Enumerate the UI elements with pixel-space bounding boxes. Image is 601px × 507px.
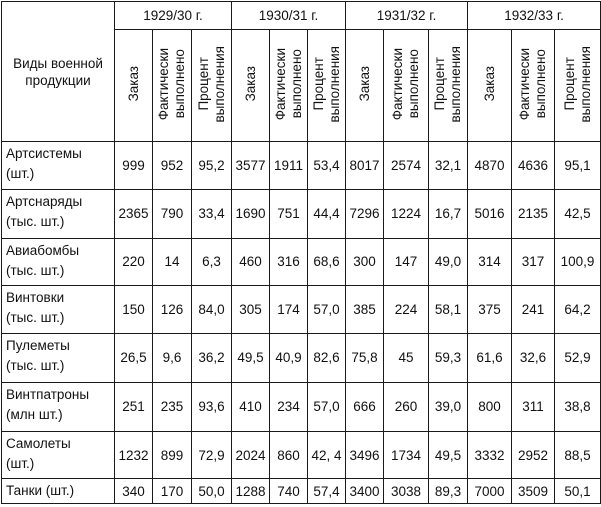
value-cell: 82,6 [308,334,346,382]
row-label-cell [2,142,115,190]
value-cell: 460 [232,238,270,285]
value-cell: 9,6 [153,334,192,382]
value-cell: 260 [384,382,429,431]
subheader-actual: Фактически выполнено [517,47,549,121]
value-cell: 1911 [270,142,308,190]
value-cell: 44,4 [308,190,346,238]
value-cell: 305 [232,285,270,333]
subheader-percent: Процент выполнения [310,45,342,123]
table-row [2,190,601,238]
row-label-cell [2,479,115,504]
subheader-order: Заказ [125,66,141,102]
row-label: Артснаряды (тыс. шт.) [6,194,83,230]
value-cell: 314 [468,238,512,285]
value-cell: 26,5 [115,334,153,382]
row-label-cell [2,431,115,478]
row-label: Винтпатроны (млн шт.) [6,386,90,422]
value-cell: 1690 [232,190,270,238]
value-cell: 49,0 [429,238,468,285]
value-cell: 40,9 [270,334,308,382]
year-header-row [2,2,601,30]
value-cell: 241 [512,285,555,333]
value-cell: 410 [232,382,270,431]
row-label-cell [2,238,115,285]
value-cell: 150 [115,285,153,333]
value-cell: 3509 [512,479,555,504]
value-cell: 36,2 [192,334,232,382]
subheader-cell [308,30,346,142]
value-cell: 52,9 [555,334,601,382]
value-cell: 14 [153,238,192,285]
value-cell: 59,3 [429,334,468,382]
value-cell: 899 [153,431,192,478]
value-cell: 72,9 [192,431,232,478]
row-label: Винтовки (тыс. шт.) [6,289,65,325]
value-cell: 2574 [384,142,429,190]
table-row [2,238,601,285]
table-row [2,334,601,382]
value-cell: 385 [346,285,384,333]
value-cell: 32,6 [512,334,555,382]
value-cell: 952 [153,142,192,190]
value-cell: 2365 [115,190,153,238]
value-cell: 234 [270,382,308,431]
year-header: 1930/31 г. [232,2,346,30]
value-cell: 32,1 [429,142,468,190]
subheader-percent: Процент выполнения [195,45,227,123]
value-cell: 666 [346,382,384,431]
value-cell: 7000 [468,479,512,504]
subheader-cell [429,30,468,142]
corner-label: Виды военной продукции [13,55,103,88]
value-cell: 53,4 [308,142,346,190]
value-cell: 4636 [512,142,555,190]
row-label-cell [2,334,115,382]
value-cell: 224 [384,285,429,333]
subheader-order: Заказ [356,66,372,102]
row-label: Танки (шт.) [6,483,75,499]
value-cell: 42,5 [555,190,601,238]
year-header: 1931/32 г. [346,2,468,30]
table-row [2,285,601,333]
subheader-cell [192,30,232,142]
value-cell: 45 [384,334,429,382]
table-body [2,142,601,504]
table-row [2,142,601,190]
value-cell: 58,1 [429,285,468,333]
value-cell: 38,8 [555,382,601,431]
value-cell: 340 [115,479,153,504]
value-cell: 147 [384,238,429,285]
value-cell: 375 [468,285,512,333]
value-cell: 39,0 [429,382,468,431]
row-label: Авиабомбы (тыс. шт.) [6,242,80,278]
value-cell: 42, 4 [308,431,346,478]
value-cell: 126 [153,285,192,333]
value-cell: 7296 [346,190,384,238]
value-cell: 95,1 [555,142,601,190]
value-cell: 316 [270,238,308,285]
row-label: Артсистемы (шт.) [6,146,82,181]
value-cell: 100,9 [555,238,601,285]
value-cell: 2135 [512,190,555,238]
value-cell: 61,6 [468,334,512,382]
value-cell: 50,1 [555,479,601,504]
value-cell: 235 [153,382,192,431]
corner-header [2,2,115,142]
value-cell: 4870 [468,142,512,190]
value-cell: 2952 [512,431,555,478]
value-cell: 89,3 [429,479,468,504]
table-row [2,479,601,504]
value-cell: 174 [270,285,308,333]
value-cell: 49,5 [429,431,468,478]
value-cell: 1224 [384,190,429,238]
row-label: Самолеты (шт.) [6,435,71,471]
value-cell: 3496 [346,431,384,478]
value-cell: 8017 [346,142,384,190]
subheader-cell [555,30,601,142]
value-cell: 84,0 [192,285,232,333]
value-cell: 251 [115,382,153,431]
value-cell: 49,5 [232,334,270,382]
value-cell: 57,0 [308,285,346,333]
row-label-cell [2,382,115,431]
value-cell: 999 [115,142,153,190]
table-row [2,431,601,478]
value-cell: 5016 [468,190,512,238]
row-label: Пулеметы (тыс. шт.) [6,338,70,374]
value-cell: 6,3 [192,238,232,285]
value-cell: 3332 [468,431,512,478]
value-cell: 220 [115,238,153,285]
value-cell: 170 [153,479,192,504]
value-cell: 75,8 [346,334,384,382]
value-cell: 33,4 [192,190,232,238]
value-cell: 1734 [384,431,429,478]
value-cell: 16,7 [429,190,468,238]
value-cell: 88,5 [555,431,601,478]
value-cell: 300 [346,238,384,285]
value-cell: 2024 [232,431,270,478]
value-cell: 317 [512,238,555,285]
subheader-actual: Фактически выполнено [390,47,422,121]
subheader-cell [153,30,192,142]
value-cell: 50,0 [192,479,232,504]
value-cell: 3577 [232,142,270,190]
subheader-cell [468,30,512,142]
value-cell: 311 [512,382,555,431]
value-cell: 1288 [232,479,270,504]
value-cell: 57,4 [308,479,346,504]
subheader-cell [384,30,429,142]
value-cell: 93,6 [192,382,232,431]
military-production-table [1,1,601,504]
value-cell: 790 [153,190,192,238]
subheader-percent: Процент выполнения [432,45,464,123]
value-cell: 740 [270,479,308,504]
subheader-cell [270,30,308,142]
value-cell: 68,6 [308,238,346,285]
subheader-cell [115,30,153,142]
subheader-cell [232,30,270,142]
subheader-order: Заказ [242,66,258,102]
subheader-cell [346,30,384,142]
subheader-percent: Процент выполнения [561,45,593,123]
year-header: 1932/33 г. [468,2,601,30]
subheader-actual: Фактически выполнено [156,47,187,121]
subheader-actual: Фактически выполнено [272,47,304,121]
subheader-order: Заказ [481,66,497,102]
value-cell: 751 [270,190,308,238]
value-cell: 64,2 [555,285,601,333]
value-cell: 800 [468,382,512,431]
row-label-cell [2,190,115,238]
year-header: 1929/30 г. [115,2,232,30]
row-label-cell [2,285,115,333]
value-cell: 57,0 [308,382,346,431]
value-cell: 3400 [346,479,384,504]
table-row [2,382,601,431]
value-cell: 3038 [384,479,429,504]
value-cell: 95,2 [192,142,232,190]
subheader-cell [512,30,555,142]
value-cell: 1232 [115,431,153,478]
value-cell: 860 [270,431,308,478]
